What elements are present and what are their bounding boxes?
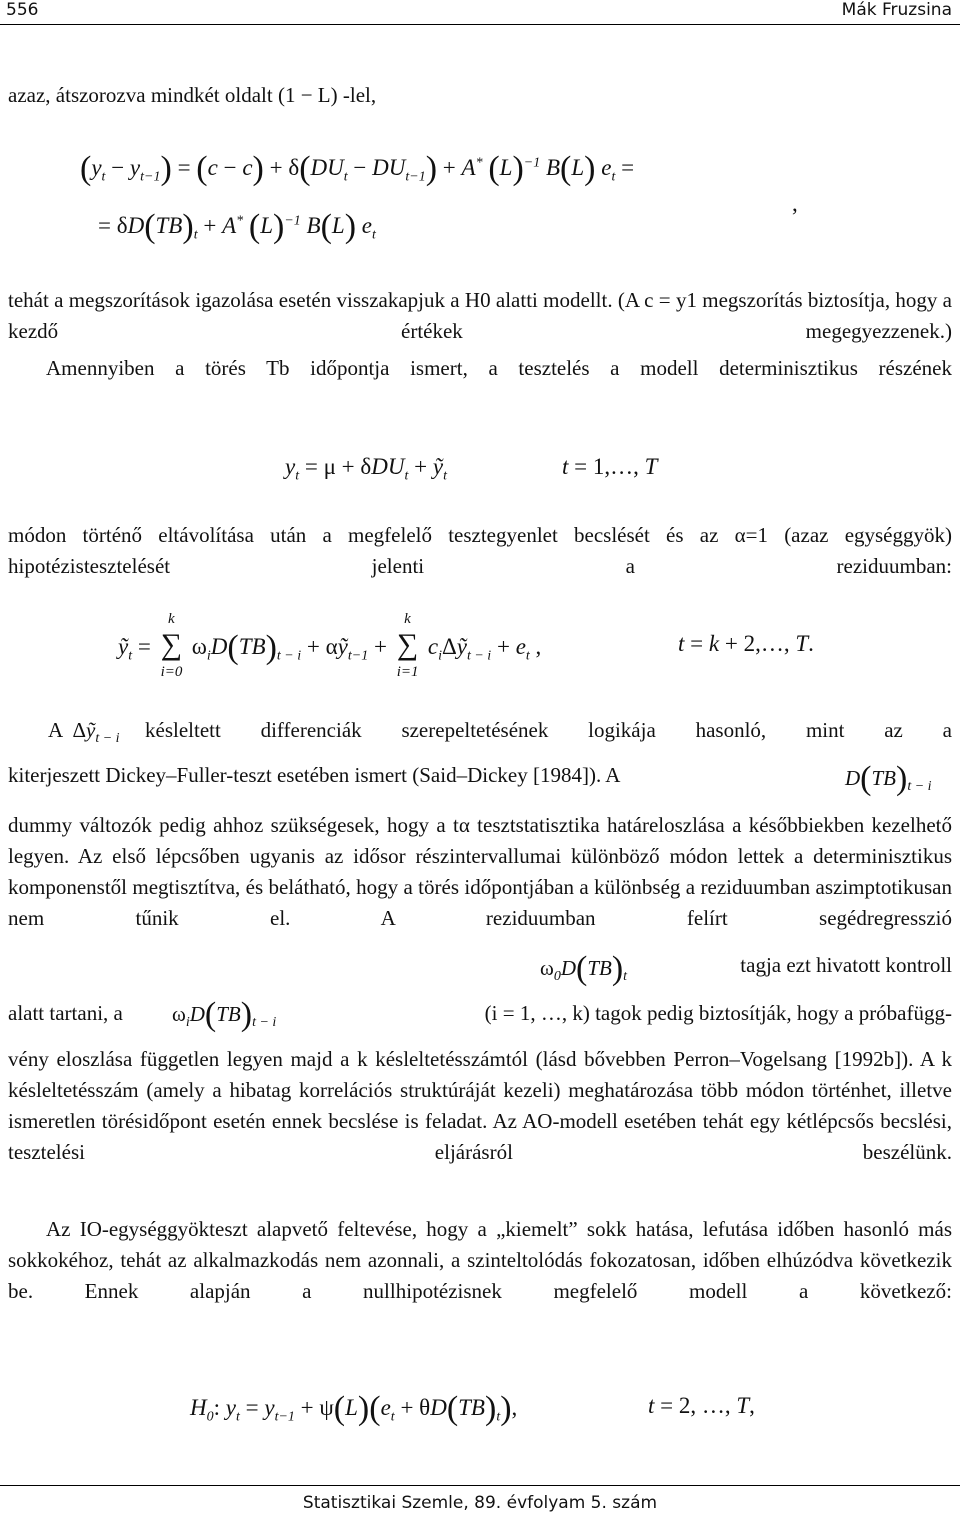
- equation-difference-line2: = $\delta D(TB)_t + A^*$ $(L)^{-1}$ B(L) $e_t$: [98, 208, 376, 245]
- equation-test-regression: ỹ$_t$ = ∑ k i=0 $\omega_iD(TB)_{t - i}$ + αỹ$_{t-1}$ + ∑ k i=1 $c_i\Delta ỹ_{t - i} + e_t$ ,: [118, 611, 542, 680]
- equation-difference-line1: $(y_t - y_{t-1}) = (c - c) + \delta(DU_t - DU_{t-1}) + A^*$ $(L)^{-1}$ B(L) $e_t$ =: [80, 150, 635, 187]
- page-header: [0, 0, 960, 22]
- inline-omega-i-term: $\omega_iD(TB)_{t - i}$: [172, 996, 277, 1033]
- equation-null-hypothesis: $H_0$: $y_t = y_{t-1} + \psi(L)(e_t + \theta D(TB)_t)$,: [190, 1390, 518, 1427]
- paragraph-lag-logic-1: késleltett differenciák szerepeltetésének logikája hasonló, mint az a: [145, 718, 952, 742]
- paragraph-omega-mid: (i = 1, …, k) tagok pedig biztosítják, hogy a próbafügg-: [484, 1001, 952, 1025]
- paragraph-known-break: Amennyiben a törés Tb időpontja ismert, a tesztelés a modell determinisztikus részének: [46, 356, 952, 380]
- page-footer: [0, 1485, 960, 1521]
- paragraph-restriction: tehát a megszorítások igazolása esetén visszakapjuk a H0 alatti modellt. (A c = y1 megszorítás biztosítja, hogy a kezdő értékek megegyezzenek.): [8, 288, 952, 343]
- paragraph-io-test: Az IO-egységgyökteszt alapvető feltevése, hogy a „kiemelt” sokk hatása, lefutása időben hasonló más sokkokéhoz, tehát az alkalmazkodás nem azonnali, a szinteltolódás fokozatosan, időben elhúzódva következik be. Ennek alapján a nullhipotézisnek megfelelő modell a következő:: [8, 1217, 952, 1303]
- paragraph-test-equation: módon történő eltávolítása után a megfelelő tesztegyenlet becslését és az α=1 (azaz egységgyök) hipotézistesztelését jelenti a reziduumban:: [8, 523, 952, 578]
- equation-test-range: t = k + 2,…, T.: [678, 631, 814, 656]
- paragraph-omega-start: alatt tartani, a: [8, 1001, 123, 1025]
- inline-delta-y: A Δỹ$_{t - i}$: [48, 718, 120, 747]
- paragraph-lag-logic-2: kiterjeszett Dickey–Fuller-teszt esetében ismert (Said–Dickey [1984]). A: [8, 763, 621, 787]
- paragraph-lag-logic-tail: tagja ezt hivatott kontroll: [740, 953, 952, 977]
- header-rule: [0, 24, 960, 25]
- footer-rule: [0, 1485, 960, 1486]
- running-author: Mák Fruzsina: [841, 0, 952, 20]
- inline-omega0-term: $\omega_0D(TB)_t$: [540, 950, 628, 987]
- equation-detrend-range: t = 1,…, T: [562, 454, 658, 479]
- journal-citation: Statisztikai Szemle, 89. évfolyam 5. szám: [302, 1493, 658, 1513]
- inline-dummy-term: $D(TB)_{t - i}$: [845, 760, 932, 797]
- equation-comma: ,: [792, 191, 798, 216]
- paragraph-lag-selection: vény eloszlása független legyen majd a k késleltetésszámtól (lásd bővebben Perron–Vogelsang [1992b]). A k késleltetésszám (amely a hibatag korrelációs struktúráját kezeli) meghatározása több módon történhet, illetve ismeretlen törésidőpont esetén ennek becslése is feladat. Az AO-modell esetében tehát egy kétlépcsős becslési, tesztelési eljárásról beszélünk.: [8, 1047, 952, 1164]
- paragraph-lag-logic-3: dummy változók pedig ahhoz szükségesek, hogy a tα tesztstatisztika határeloszlása a későbbiekben kezelhető legyen. Az első lépcsőben ugyanis az idősor részintervallumai különböző módon lettek a determinisztikus komponenstől megtisztítva, és belátható, hogy a törés időpontjában a különbség a reziduumban aszimptotikusan nem tűnik el. A reziduumban felírt segédregresszió: [8, 813, 952, 930]
- page-number: 556: [6, 0, 39, 20]
- equation-null-range: t = 2, …, T,: [648, 1393, 755, 1418]
- paragraph-intro: azaz, átszorozva mindkét oldalt (1 − L) -lel,: [8, 83, 377, 107]
- equation-detrend: $y_t = \mu + \delta DU_t$ + ỹ$_t$: [285, 454, 447, 484]
